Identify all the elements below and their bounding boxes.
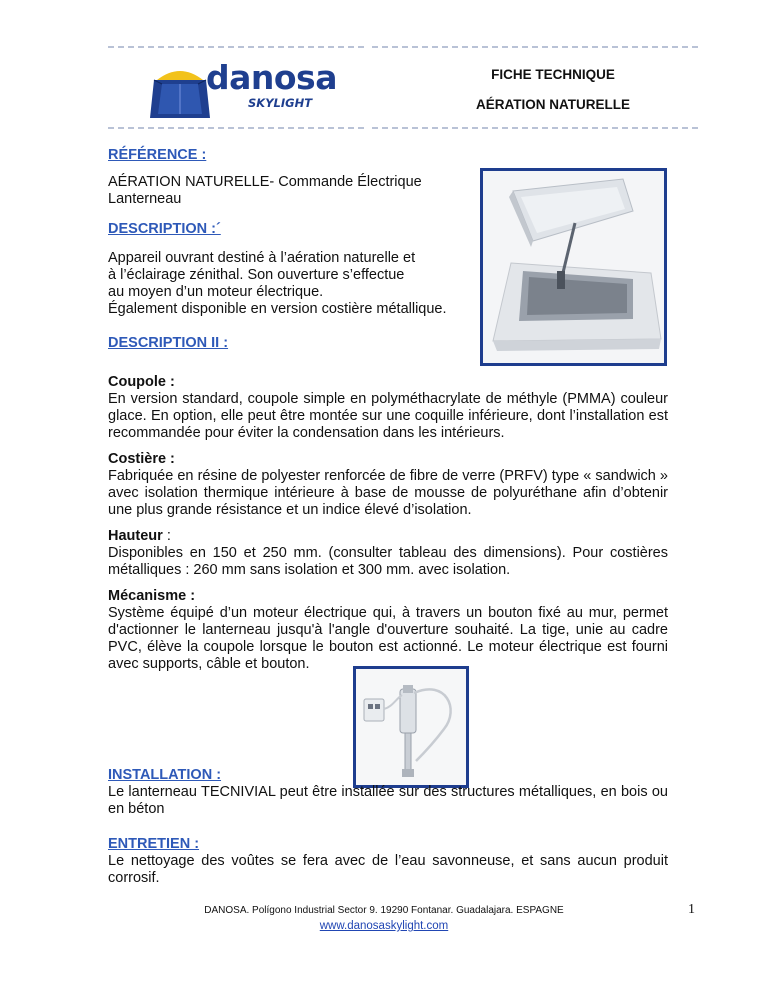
coupole-title: [108, 374, 668, 391]
costiere-text: Fabriquée en résine de polyester renforcée de fibre de verre (PRFV) type « sandwich » avec isolation thermique intérieure à base de mousse de polyuréthane afin d’obtenir une plus grande résistance et un indice élevé d’isolation.: [108, 468, 668, 518]
description-line1: Appareil ouvrant destiné à l’aération naturelle et: [108, 250, 416, 266]
description-heading: DESCRIPTION :´: [108, 221, 221, 237]
logo-subtitle: SKYLIGHT: [248, 96, 313, 110]
mecanisme-title: [108, 588, 668, 605]
header-top-rule-right: [372, 46, 698, 48]
electric-motor-illustration: [356, 669, 466, 785]
coupole-title-text: Coupole :: [108, 374, 175, 390]
skylight-photo: [480, 168, 667, 366]
motor-photo: [353, 666, 469, 788]
header-top-rule-left: [108, 46, 364, 48]
header-bottom-rule-left: [108, 127, 364, 129]
costiere-title: [108, 451, 668, 468]
skylight-product-illustration: [483, 171, 664, 363]
mecanisme-text: Système équipé d’un moteur électrique qui, à travers un bouton fixé au mur, permet d'actionner le lanterneau jusqu'à l'angle d'ouverture souhaité. La tige, unie au cadre PVC, élève la coupole lorsque le bouton est actionné. Le moteur électrique est fourni avec supports, câble et bouton.: [108, 605, 668, 672]
hauteur-colon: :: [162, 528, 171, 544]
reference-line1: AÉRATION NATURELLE- Commande Électrique: [108, 174, 422, 190]
description-line3: au moyen d’un moteur électrique.: [108, 284, 324, 300]
footer-website-link[interactable]: www.danosaskylight.com: [319, 920, 449, 932]
coupole-text: En version standard, coupole simple en polyméthacrylate de méthyle (PMMA) couleur glace. En option, elle peut être montée sur une coquille inférieure, dont l’installation est recommandée pour éviter la condensation dans les intérieurs.: [108, 391, 668, 441]
entretien-text: Le nettoyage des voûtes se fera avec de l’eau savonneuse, et sans aucun produit corrosif.: [108, 853, 668, 886]
installation-text: Le lanterneau TECNIVIAL peut être installée sur des structures métalliques, en bois ou en béton: [108, 784, 668, 817]
skylight-dome-icon: [148, 64, 212, 120]
hauteur-title: [108, 528, 668, 545]
reference-line2: Lanterneau: [108, 191, 182, 207]
header-title-line1: FICHE TECHNIQUE: [491, 67, 615, 82]
footer-address: DANOSA. Polígono Industrial Sector 9. 19290 Fontanar. Guadalajara. ESPAGNE: [204, 905, 564, 916]
description-line4: Également disponible en version costière métallique.: [108, 301, 447, 317]
reference-heading: RÉFÉRENCE :: [108, 147, 207, 163]
hauteur-text: Disponibles en 150 et 250 mm. (consulter tableau des dimensions). Pour costières métalliques : 260 mm sans isolation et 300 mm. avec isolation.: [108, 545, 668, 578]
danosa-logo: [148, 58, 337, 122]
installation-heading: INSTALLATION :: [108, 767, 222, 783]
header-title-line2: AÉRATION NATURELLE: [476, 97, 630, 112]
description-line2: à l’éclairage zénithal. Son ouverture s’effectue: [108, 267, 405, 283]
description2-heading: DESCRIPTION II :: [108, 335, 229, 351]
hauteur-title-text: Hauteur: [108, 528, 163, 544]
mecanisme-title-text: Mécanisme :: [108, 588, 196, 604]
header-bottom-rule-right: [372, 127, 698, 129]
entretien-heading: ENTRETIEN :: [108, 836, 200, 852]
page-number: 1: [688, 902, 695, 917]
logo-wordmark: danosa: [206, 58, 337, 97]
costiere-title-text: Costière :: [108, 451, 175, 467]
